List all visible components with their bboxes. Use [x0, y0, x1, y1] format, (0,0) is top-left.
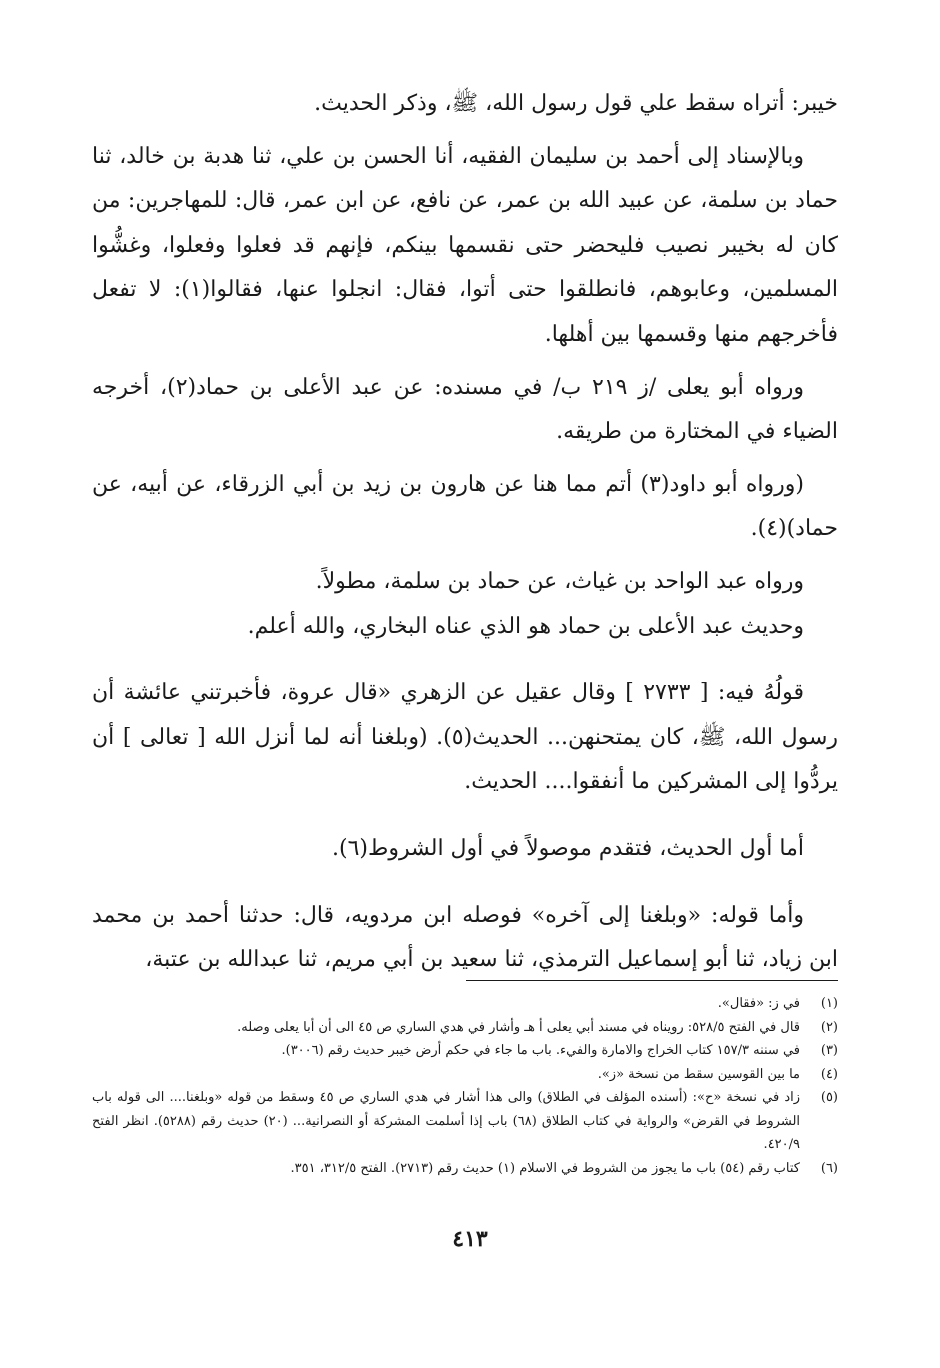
footnote-text: ما بين القوسين سقط من نسخة «ز».: [597, 1066, 800, 1082]
footnote-number: (٤): [820, 1066, 838, 1082]
footnote-6: [92, 1157, 838, 1181]
footnote-text: كتاب رقم (٥٤) باب ما يجوز من الشروط في الاسلام (١) حديث رقم (٢٧١٣). الفتح ٣١٢/٥، ٣٥١.: [290, 1160, 800, 1176]
footnotes: [92, 992, 838, 1180]
footnote-text: في سننه ١٥٧/٣ كتاب الخراج والامارة والفيء. باب ما جاء في حكم أرض خيبر حديث رقم (٣٠٠٦).: [281, 1043, 800, 1058]
paragraph: ورواه عبد الواحد بن غياث، عن حماد بن سلمة، مطولاً.: [315, 568, 804, 594]
footnote-text: قال في الفتح ٥٢٨/٥: رويناه في مسند أبي يعلى أ هـ وأشار في هدي الساري ص ٤٥ الى أن أبا يعلى وصله.: [237, 1019, 800, 1035]
paragraph: خيبر: أتراه سقط علي قول رسول الله، ﷺ، وذكر الحديث.: [314, 91, 838, 116]
footnote-number: (٣): [820, 1043, 838, 1058]
footnote-1: [92, 992, 838, 1016]
paragraph: أما أول الحديث، فتقدم موصولاً في أول الشروط(٦).: [332, 835, 804, 861]
footnote-number: (٥): [820, 1090, 838, 1105]
paragraph: وأما قوله: «وبلغنا إلى آخره» فوصله ابن مردويه، قال: حدثنا أحمد بن محمد ابن زياد، ثنا أبو إسماعيل الترمذي، ثنا سعيد بن أبي مريم، ثنا عبدالله بن عتبة،: [92, 902, 838, 973]
footnote-5: [92, 1086, 838, 1157]
main-text: [92, 82, 838, 983]
footnote-number: (١): [820, 996, 838, 1011]
paragraph: ورواه أبو يعلى /ز ٢١٩ ب/ في مسنده: عن عبد الأعلى بن حماد(٢)، أخرجه الضياء في المختارة من طريقه.: [92, 374, 838, 445]
footnote-number: (٦): [820, 1160, 838, 1176]
page-number: ٤١٣: [452, 1226, 488, 1252]
footnote-separator: [466, 980, 838, 981]
footnote-number: (٢): [820, 1019, 838, 1035]
footnote-2: [92, 1016, 838, 1040]
paragraph: وبالإسناد إلى أحمد بن سليمان الفقيه، أنا الحسن بن علي، ثنا هدبة بن خالد، ثنا حماد بن سلمة، عن عبيد الله بن عمر، عن نافع، عن ابن عمر، قال: للمهاجرين: من كان له بخيبر نصيب فليحضر حتى نقسمها بينكم، فإنهم قد فعلوا وفعلوا، وغشُّوا المسلمين، وعابوهم، فانطلقوا حتى أتوا، فقال: انجلوا عنها، فقالوا(١): لا تفعل فأخرجهم منها وقسمها بين أهلها.: [92, 143, 839, 347]
footnote-text: زاد في نسخة «ح»: (أسنده المؤلف في الطلاق) والى هذا أشار في هدي الساري ص ٤٥ وسقط من قوله «وبلغنا.... الى قوله باب الشروط في القرض» والرواية في كتاب الطلاق (٦٨) باب إذا أسلمت المشركة أو النصرانية... (٢٠) حديث رقم (٥٢٨٨). انظر الفتح ٤٢٠/٩.: [92, 1090, 801, 1152]
paragraph: وحديث عبد الأعلى بن حماد هو الذي عناه البخاري، والله أعلم.: [247, 613, 804, 639]
footnote-3: [92, 1039, 838, 1063]
paragraph: قولُهُ فيه: [ ٢٧٣٣ ] وقال عقيل عن الزهري «قال عروة، فأخبرتني عائشة أن رسول الله، ﷺ، كان يمتحنهن... الحديث(٥). (وبلغنا أنه لما أنزل الله [ تعالى ] أن يردُّوا إلى المشركين ما أنفقوا.... الحديث.: [92, 680, 839, 795]
footnote-text: في ز: «فقال».: [717, 996, 800, 1011]
footnote-4: [92, 1063, 838, 1087]
paragraph: (ورواه أبو داود(٣) أتم مما هنا عن هارون بن زيد بن أبي الزرقاء، عن أبيه، عن حماد)(٤).: [92, 471, 838, 542]
